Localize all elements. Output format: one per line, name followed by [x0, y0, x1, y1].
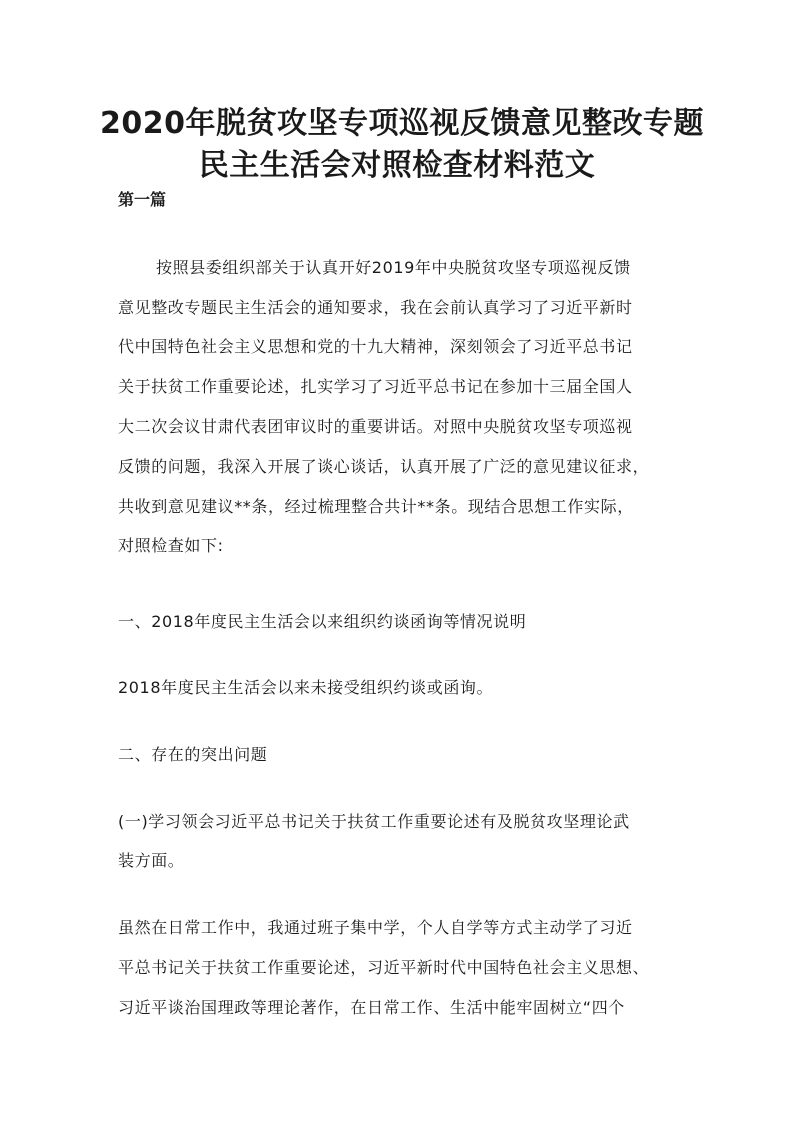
intro-paragraph-line: 关于扶贫工作重要论述，扎实学习了习近平总书记在参加十三届全国人 — [118, 377, 633, 396]
intro-paragraph-line: 按照县委组织部关于认真开好2019年中央脱贫攻坚专项巡视反馈 — [156, 258, 631, 277]
section-1-heading: 一、2018年度民主生活会以来组织约谈函询等情况说明 — [118, 612, 527, 631]
part-heading: 第一篇 — [118, 190, 167, 209]
body-paragraph-line: 平总书记关于扶贫工作重要论述，习近平新时代中国特色社会主义思想、 — [118, 958, 650, 977]
document-title-line-2: 民主生活会对照检查材料范文 — [198, 148, 596, 183]
intro-paragraph-line: 共收到意见建议**条，经过梳理整合共计**条。现结合思想工作实际， — [118, 497, 634, 516]
subsection-1-line: (一)学习领会习近平总书记关于扶贫工作重要论述有及脱贫攻坚理论武 — [118, 812, 630, 831]
section-2-heading: 二、存在的突出问题 — [118, 745, 268, 764]
intro-paragraph-line: 意见整改专题民主生活会的通知要求，我在会前认真学习了习近平新时 — [118, 298, 633, 317]
intro-paragraph-line: 反馈的问题，我深入开展了谈心谈话，认真开展了广泛的意见建议征求， — [118, 457, 650, 476]
subsection-1-line: 装方面。 — [118, 851, 185, 870]
intro-paragraph-line: 对照检查如下: — [118, 536, 224, 555]
body-paragraph-line: 虽然在日常工作中，我通过班子集中学，个人自学等方式主动学了习近 — [118, 918, 633, 937]
section-1-text: 2018年度民主生活会以来未接受组织约谈或函询。 — [118, 678, 494, 697]
intro-paragraph-line: 代中国特色社会主义思想和党的十九大精神，深刻领会了习近平总书记 — [118, 337, 633, 356]
intro-paragraph-line: 大二次会议甘肃代表团审议时的重要讲话。对照中央脱贫攻坚专项巡视 — [118, 417, 633, 436]
body-paragraph-line: 习近平谈治国理政等理论著作，在日常工作、生活中能牢固树立“四个 — [118, 998, 625, 1017]
document-title-line-1: 2020年脱贫攻坚专项巡视反馈意见整改专题 — [100, 106, 704, 141]
